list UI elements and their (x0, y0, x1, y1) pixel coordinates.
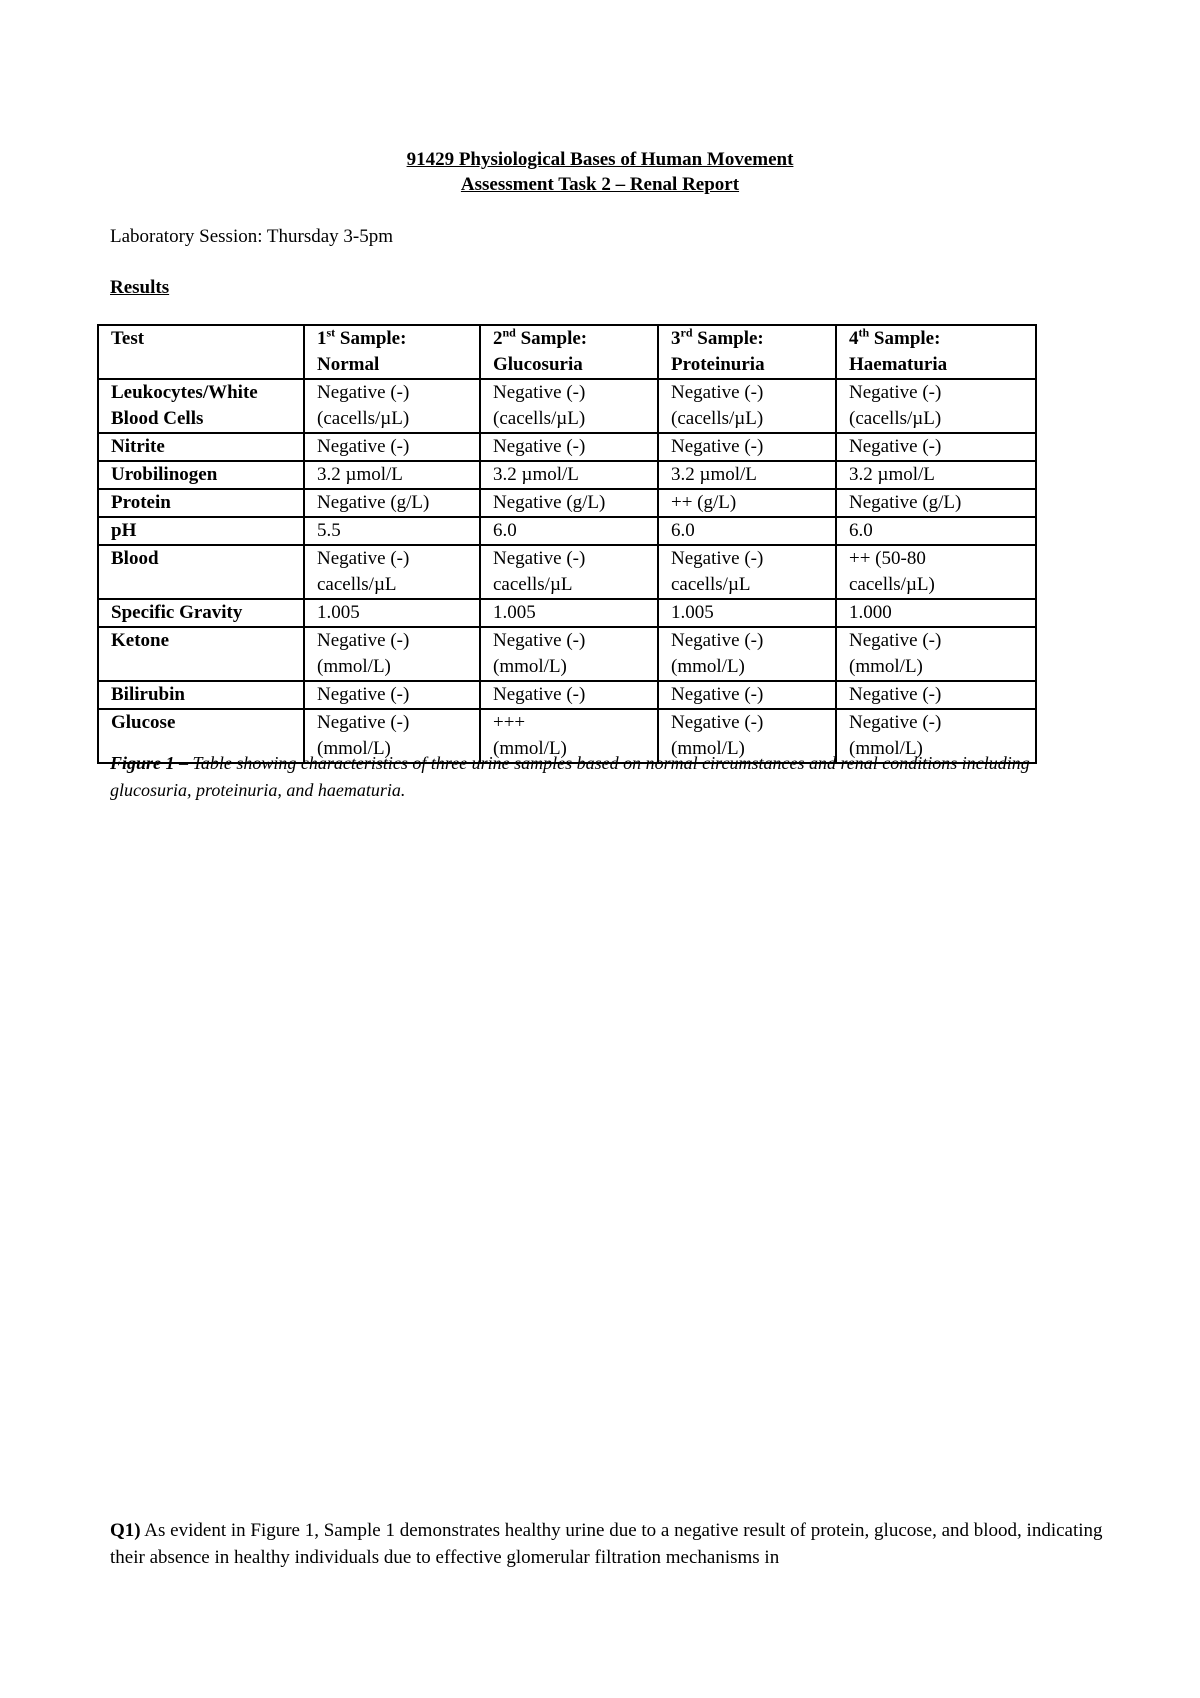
table-cell: Negative (-) (658, 433, 836, 461)
row-test-name: Protein (98, 489, 304, 517)
header-sample-2: 2nd Sample: Glucosuria (480, 325, 658, 379)
table-cell: 6.0 (658, 517, 836, 545)
table-row (98, 681, 1036, 709)
row-test-name: Nitrite (98, 433, 304, 461)
table-cell: 6.0 (480, 517, 658, 545)
row-test-name: Specific Gravity (98, 599, 304, 627)
header-sample-3: 3rd Sample: Proteinuria (658, 325, 836, 379)
table-cell: Negative (g/L) (836, 489, 1036, 517)
row-test-name: Glucose (98, 709, 304, 763)
row-test-name: Blood (98, 545, 304, 599)
row-test-name: pH (98, 517, 304, 545)
caption-text: – Table showing characteristics of three urine samples based on normal circumstances and renal conditions including glucosuria, proteinuria, and haematuria. (110, 753, 1030, 800)
table-cell: Negative (-) (836, 681, 1036, 709)
row-test-name: Urobilinogen (98, 461, 304, 489)
table-cell: Negative (-) (658, 681, 836, 709)
table-cell: Negative (g/L) (480, 489, 658, 517)
table-cell: Negative (-) (mmol/L) (304, 709, 480, 763)
table-cell: 1.005 (658, 599, 836, 627)
figure-label: Figure 1 (110, 753, 175, 773)
table-cell: Negative (-) (304, 433, 480, 461)
table-cell: Negative (-) (mmol/L) (480, 627, 658, 681)
table-body (98, 379, 1036, 763)
question-text: As evident in Figure 1, Sample 1 demonstrates healthy urine due to a negative result of protein, glucose, and blood, indicating their absence in healthy individuals due to effective glomerular filtration mechanisms in (110, 1520, 1103, 1568)
table-cell: Negative (-) (cacells/µL) (836, 379, 1036, 433)
table-cell: Negative (-) (304, 681, 480, 709)
header-test: Test (98, 325, 304, 379)
table-row (98, 517, 1036, 545)
table-cell: Negative (-) (cacells/µL) (658, 379, 836, 433)
table-cell: Negative (-) cacells/µL (480, 545, 658, 599)
table-cell: Negative (g/L) (304, 489, 480, 517)
table-row (98, 545, 1036, 599)
table-cell: 3.2 µmol/L (304, 461, 480, 489)
table-cell: Negative (-) (836, 433, 1036, 461)
row-test-name: Bilirubin (98, 681, 304, 709)
table-header-row (98, 325, 1036, 379)
question-label: Q1) (110, 1520, 141, 1541)
table-cell: Negative (-) (cacells/µL) (304, 379, 480, 433)
results-table (97, 324, 1037, 764)
table-cell: Negative (-) (mmol/L) (836, 627, 1036, 681)
table-row (98, 599, 1036, 627)
table-cell: Negative (-) (mmol/L) (658, 709, 836, 763)
table-cell: ++ (g/L) (658, 489, 836, 517)
row-test-name: Leukocytes/White Blood Cells (98, 379, 304, 433)
figure-caption (110, 750, 1070, 804)
table-cell: ++ (50-80 cacells/µL) (836, 545, 1036, 599)
table-cell: 3.2 µmol/L (658, 461, 836, 489)
table-cell: 1.005 (480, 599, 658, 627)
table-cell: 3.2 µmol/L (480, 461, 658, 489)
table-cell: 6.0 (836, 517, 1036, 545)
table-cell: Negative (-) cacells/µL (304, 545, 480, 599)
table-cell: Negative (-) cacells/µL (658, 545, 836, 599)
table-cell: Negative (-) (mmol/L) (658, 627, 836, 681)
table-cell: Negative (-) (mmol/L) (304, 627, 480, 681)
table-cell: Negative (-) (480, 681, 658, 709)
header-sample-4: 4th Sample: Haematuria (836, 325, 1036, 379)
table-cell: Negative (-) (mmol/L) (836, 709, 1036, 763)
table-cell: 1.000 (836, 599, 1036, 627)
results-heading: Results (110, 277, 170, 298)
table-cell: Negative (-) (480, 433, 658, 461)
table-row (98, 461, 1036, 489)
table-row (98, 379, 1036, 433)
header-sample-1: 1st Sample: Normal (304, 325, 480, 379)
table-cell: 5.5 (304, 517, 480, 545)
table-row (98, 489, 1036, 517)
table-row (98, 627, 1036, 681)
row-test-name: Ketone (98, 627, 304, 681)
lab-session-line: Laboratory Session: Thursday 3-5pm (110, 226, 394, 247)
document-title: 91429 Physiological Bases of Human Movement (406, 149, 794, 170)
document-subtitle: Assessment Task 2 – Renal Report (460, 174, 740, 195)
table-row (98, 433, 1036, 461)
table-cell: Negative (-) (cacells/µL) (480, 379, 658, 433)
table-cell: 1.005 (304, 599, 480, 627)
table-cell: 3.2 µmol/L (836, 461, 1036, 489)
table-cell: +++ (mmol/L) (480, 709, 658, 763)
question-1-paragraph (110, 1517, 1110, 1571)
